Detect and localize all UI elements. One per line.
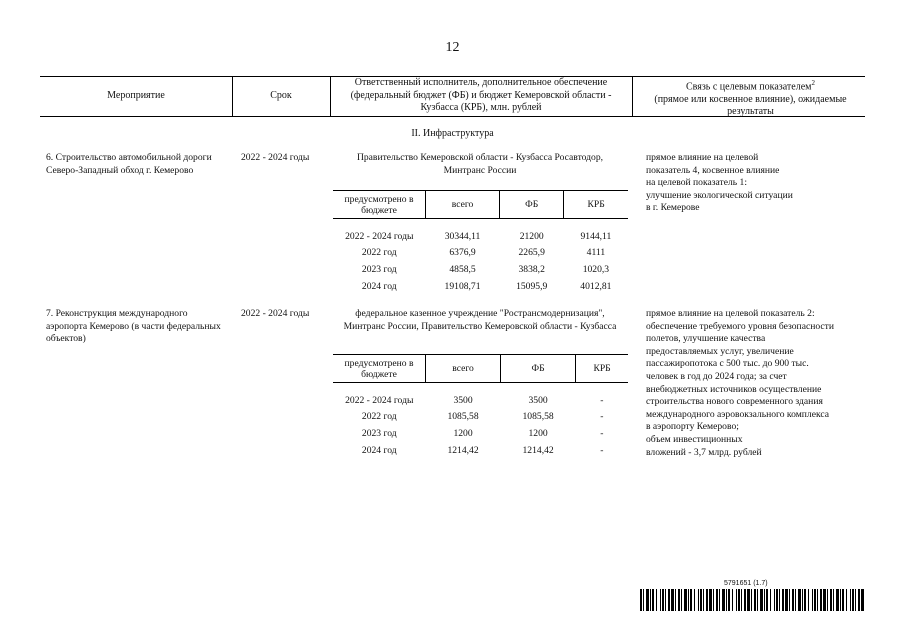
budget-head-fb: ФБ [500, 191, 564, 219]
effect-line: объем инвестиционных [646, 433, 743, 445]
item-term: 2022 - 2024 годы [241, 152, 310, 163]
barcode-bar [792, 589, 794, 611]
barcode-bar [846, 589, 847, 611]
budget-head-total: всего [426, 355, 501, 383]
barcode-bar [726, 589, 727, 611]
barcode-bar [830, 589, 832, 611]
barcode-bar [700, 589, 702, 611]
cell-fb: 3500 [528, 394, 548, 406]
cell-period: 2022 - 2024 годы [345, 230, 414, 242]
effect-line: прямое влияние на целевой показатель 2: [646, 308, 815, 319]
barcode-bar [782, 589, 784, 611]
cell-period: 2024 год [361, 280, 397, 292]
barcode-bar [646, 589, 649, 611]
budget-head-fb: ФБ [501, 355, 576, 383]
barcode-bar [812, 589, 813, 611]
table-row [333, 245, 628, 262]
barcode-bar [665, 589, 666, 611]
effect-line: человек в год до 2024 года; за счет [646, 370, 787, 382]
barcode-bar [650, 589, 651, 611]
cell-total: 6376,9 [449, 247, 476, 259]
budget-head-krb: КРБ [576, 355, 628, 383]
barcode-bar [779, 589, 780, 611]
item-name: 7. Реконструкция международного аэропорта Кемерово (в части федеральных объектов) [46, 308, 221, 345]
barcode-bar [662, 589, 664, 611]
cell-fb: 1214,42 [522, 444, 554, 456]
cell-krb: 4012,81 [580, 280, 612, 292]
effect-line: в г. Кемерове [646, 202, 700, 214]
barcode-bar [703, 589, 704, 611]
barcode-bar [774, 589, 775, 611]
barcode-bar [836, 589, 839, 611]
barcode-bar [802, 589, 803, 611]
budget-table [333, 190, 628, 294]
cell-total: 1214,42 [447, 444, 479, 456]
header-column-divider [330, 76, 331, 116]
barcode-bar [764, 589, 765, 611]
barcode-bar [751, 589, 752, 611]
cell-total: 3500 [453, 394, 473, 406]
cell-krb: - [600, 411, 604, 423]
barcode-bar [776, 589, 778, 611]
barcode-bar [842, 589, 844, 611]
cell-krb: 1020,3 [582, 263, 610, 275]
table-row [333, 425, 628, 442]
barcode-bar [688, 589, 689, 611]
barcode-bar [747, 589, 750, 611]
effect-line: пассажиропотока с 500 тыс. до 900 тыс. [646, 358, 809, 370]
barcode-bar [823, 589, 826, 611]
cell-fb: 3838,2 [518, 263, 545, 275]
effect-line: обеспечение требуемого уровня безопасности [646, 320, 834, 332]
barcode-bar [736, 589, 737, 611]
header-executor: Ответственный исполнитель, дополнительное обеспечение (федеральный бюджет (ФБ) и бюджет Кемеровской области - Кузбасса (КРБ), млн. рублей [350, 77, 612, 113]
cell-total: 30344,11 [444, 230, 481, 242]
table-row [333, 442, 628, 459]
item-name: 6. Строительство автомобильной дороги Северо-Западный обход г. Кемерово [46, 152, 212, 176]
budget-table [333, 354, 628, 458]
barcode-bar [789, 589, 790, 611]
budget-head-krb: КРБ [564, 191, 628, 219]
cell-fb: 21200 [519, 230, 544, 242]
budget-head-planned: предусмотрено в бюджете [333, 355, 426, 383]
budget-head-planned: предусмотрено в бюджете [333, 191, 426, 219]
cell-period: 2022 год [361, 411, 397, 423]
cell-total: 1200 [453, 427, 473, 439]
barcode-bar [713, 589, 714, 611]
barcode-bar [732, 589, 733, 611]
barcode-bar [744, 589, 746, 611]
barcode-bar [690, 589, 692, 611]
cell-krb: 4111 [586, 247, 606, 259]
effect-line: полетов, улучшение качества [646, 333, 766, 345]
effect-line: вложений - 3,7 млрд. рублей [646, 446, 762, 458]
barcode-bar [643, 589, 644, 611]
barcode-bar [770, 589, 771, 611]
barcode-bar [660, 589, 661, 611]
cell-fb: 15095,9 [516, 280, 548, 292]
barcode-bar [795, 589, 796, 611]
table-row [333, 261, 628, 278]
item-term: 2022 - 2024 годы [241, 308, 310, 319]
barcode-bar [652, 589, 654, 611]
barcode-bar [706, 589, 708, 611]
barcode-bar [640, 589, 642, 611]
barcode-bar [709, 589, 712, 611]
barcode-bar [814, 589, 816, 611]
page-number: 12 [445, 40, 460, 55]
cell-period: 2023 год [361, 263, 397, 275]
header-event: Мероприятие [107, 90, 165, 101]
effect-line: международного аэровокзального комплекса [646, 408, 830, 420]
barcode-bar [694, 589, 695, 611]
table-row [333, 409, 628, 426]
cell-krb: - [600, 444, 604, 456]
cell-period: 2024 год [361, 444, 397, 456]
cell-krb: 9144,11 [580, 230, 612, 242]
cell-fb: 1085,58 [522, 411, 554, 423]
barcode-bar [675, 589, 676, 611]
barcode-bar [671, 589, 674, 611]
cell-period: 2022 год [361, 247, 397, 259]
effect-line: предоставляемых услуг, увеличение [646, 345, 794, 357]
barcode-bar [738, 589, 740, 611]
barcode-bar [840, 589, 841, 611]
cell-total: 4858,5 [449, 263, 476, 275]
section-title: II. Инфраструктура [411, 128, 494, 139]
effect-line: внебюджетных источников осуществление [646, 383, 822, 395]
table-row [333, 278, 628, 295]
barcode-bar [855, 589, 856, 611]
header-column-divider [632, 76, 633, 116]
cell-total: 19108,71 [444, 280, 481, 292]
barcode-bar [678, 589, 680, 611]
barcode-bar [760, 589, 763, 611]
effect-line: улучшение экологической ситуации [646, 189, 793, 201]
barcode-bar [808, 589, 809, 611]
barcode-bar [754, 589, 756, 611]
item-executor: федеральное казенное учреждение "Ространсмодернизация", Минтранс России, Правительство Кемеровской области - Кузбасса [343, 308, 617, 332]
barcode-bar [852, 589, 854, 611]
barcode-bar [817, 589, 818, 611]
barcode-bar [722, 589, 725, 611]
cell-fb: 2265,9 [518, 247, 545, 259]
item-effect [646, 308, 876, 459]
header-link-rest: (прямое или косвенное влияние), ожидаемые результаты [654, 93, 847, 118]
footnote-mark: 2 [811, 79, 815, 87]
budget-header-row [333, 191, 628, 219]
barcode-bar [804, 589, 806, 611]
barcode [640, 589, 865, 611]
barcode-bar [833, 589, 834, 611]
barcode-bar [656, 589, 657, 611]
barcode-bar [684, 589, 687, 611]
effect-line: на целевой показатель 1: [646, 177, 748, 189]
table-row [333, 228, 628, 245]
barcode-bar [861, 589, 864, 611]
cell-total: 1085,58 [447, 411, 479, 423]
effect-line: в аэропорту Кемерово; [646, 421, 739, 433]
barcode-bar [757, 589, 758, 611]
barcode-bar [741, 589, 742, 611]
header-link [636, 77, 865, 119]
barcode-bar [698, 589, 699, 611]
header-term: Срок [270, 90, 292, 101]
cell-period: 2023 год [361, 427, 397, 439]
barcode-bar [827, 589, 828, 611]
barcode-bar [681, 589, 682, 611]
barcode-bar [820, 589, 822, 611]
barcode-bar [766, 589, 768, 611]
barcode-bar [858, 589, 860, 611]
header-link-main: Связь с целевым показателем [686, 81, 812, 93]
barcode-bar [716, 589, 718, 611]
effect-line: показатель 4, косвенное влияние [646, 164, 780, 176]
item-executor: Правительство Кемеровской области - Кузбасса Росавтодор, Минтранс России [356, 152, 604, 176]
cell-fb: 1200 [528, 427, 548, 439]
barcode-bar [785, 589, 788, 611]
barcode-bar [719, 589, 720, 611]
effect-line: прямое влияние на целевой [646, 152, 759, 163]
barcode-caption: 5791651 (1.7) [724, 580, 768, 587]
cell-period: 2022 - 2024 годы [345, 394, 414, 406]
cell-krb: - [600, 394, 604, 406]
budget-header-row [333, 355, 628, 383]
budget-head-total: всего [426, 191, 500, 219]
table-row [333, 392, 628, 409]
barcode-bar [668, 589, 670, 611]
barcode-bar [798, 589, 801, 611]
cell-krb: - [600, 427, 604, 439]
item-effect [646, 152, 866, 215]
barcode-bar [728, 589, 730, 611]
barcode-bar [850, 589, 851, 611]
effect-line: строительства нового современного здания [646, 396, 823, 408]
